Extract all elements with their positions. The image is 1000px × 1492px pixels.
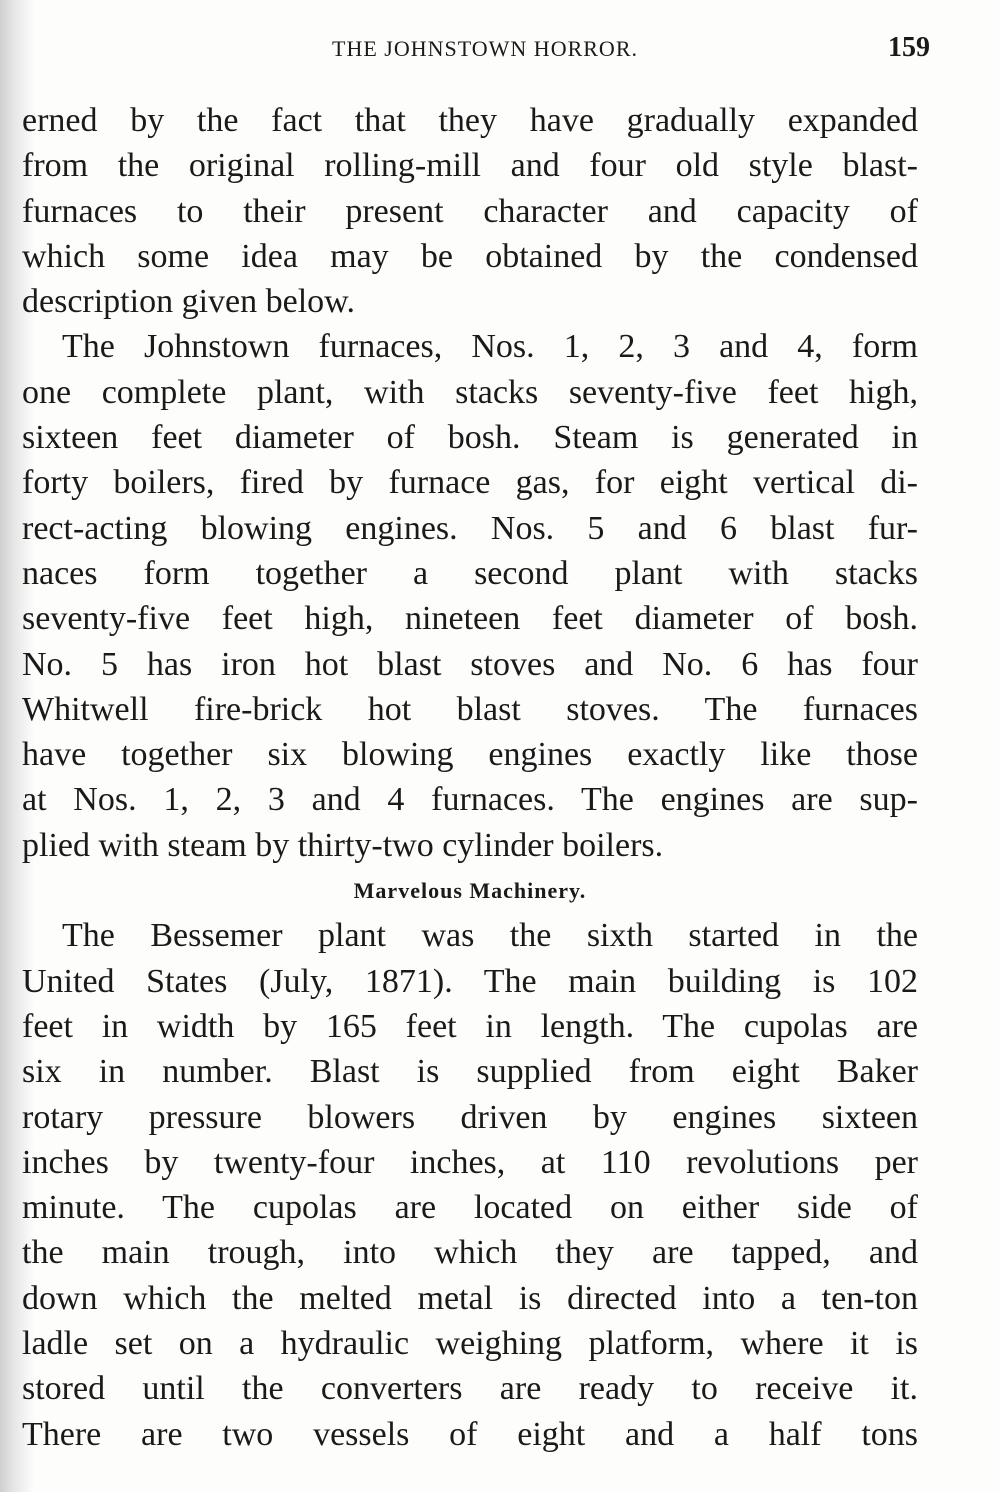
text-line: the main trough, into which they are tapped, and xyxy=(22,1234,918,1272)
text-line: rect-acting blowing engines. Nos. 5 and 6 blast fur- xyxy=(22,509,918,547)
text-line: from the original rolling-mill and four old style blast- xyxy=(22,147,918,185)
section-subheading: Marvelous Machinery. xyxy=(353,878,587,904)
running-header xyxy=(20,30,950,70)
running-title: THE JOHNSTOWN HORROR. xyxy=(332,36,638,61)
page-number: 159 xyxy=(888,32,930,63)
text-line: stored until the converters are ready to receive it. xyxy=(22,1370,918,1408)
text-line: down which the melted metal is directed into a ten-ton xyxy=(22,1279,918,1317)
text-line: have together six blowing engines exactly like those xyxy=(22,736,918,774)
text-line: There are two vessels of eight and a half tons xyxy=(22,1415,918,1453)
text-line: feet in width by 165 feet in length. The cupolas are xyxy=(22,1007,918,1045)
body-text xyxy=(22,98,918,1457)
text-line: The Bessemer plant was the sixth started in the xyxy=(62,917,918,955)
text-line: naces form together a second plant with stacks xyxy=(22,554,918,592)
text-line: forty boilers, fired by furnace gas, for eight vertical di- xyxy=(22,464,918,502)
text-line: Whitwell fire-brick hot blast stoves. The furnaces xyxy=(22,690,918,728)
text-line: at Nos. 1, 2, 3 and 4 furnaces. The engines are sup- xyxy=(22,781,918,819)
text-line: seventy-five feet high, nineteen feet diameter of bosh. xyxy=(22,600,918,638)
text-line: ladle set on a hydraulic weighing platform, where it is xyxy=(22,1325,918,1363)
text-line: one complete plant, with stacks seventy-five feet high, xyxy=(22,373,918,411)
text-line: sixteen feet diameter of bosh. Steam is generated in xyxy=(22,419,918,457)
text-line: plied with steam by thirty-two cylinder boilers. xyxy=(22,826,664,864)
text-line: furnaces to their present character and capacity of xyxy=(22,192,918,230)
text-line: The Johnstown furnaces, Nos. 1, 2, 3 and 4, form xyxy=(62,328,918,366)
text-line: minute. The cupolas are located on either side of xyxy=(22,1189,918,1227)
text-line: inches by twenty-four inches, at 110 revolutions per xyxy=(22,1143,918,1181)
text-line: United States (July, 1871). The main building is 102 xyxy=(22,962,918,1000)
text-line: rotary pressure blowers driven by engines sixteen xyxy=(22,1098,918,1136)
text-line: erned by the fact that they have gradually expanded xyxy=(22,102,918,139)
text-line: six in number. Blast is supplied from eight Baker xyxy=(22,1053,918,1091)
text-line: description given below. xyxy=(22,283,355,321)
text-line: No. 5 has iron hot blast stoves and No. 6 has four xyxy=(22,645,918,683)
text-line: which some idea may be obtained by the condensed xyxy=(22,237,918,275)
